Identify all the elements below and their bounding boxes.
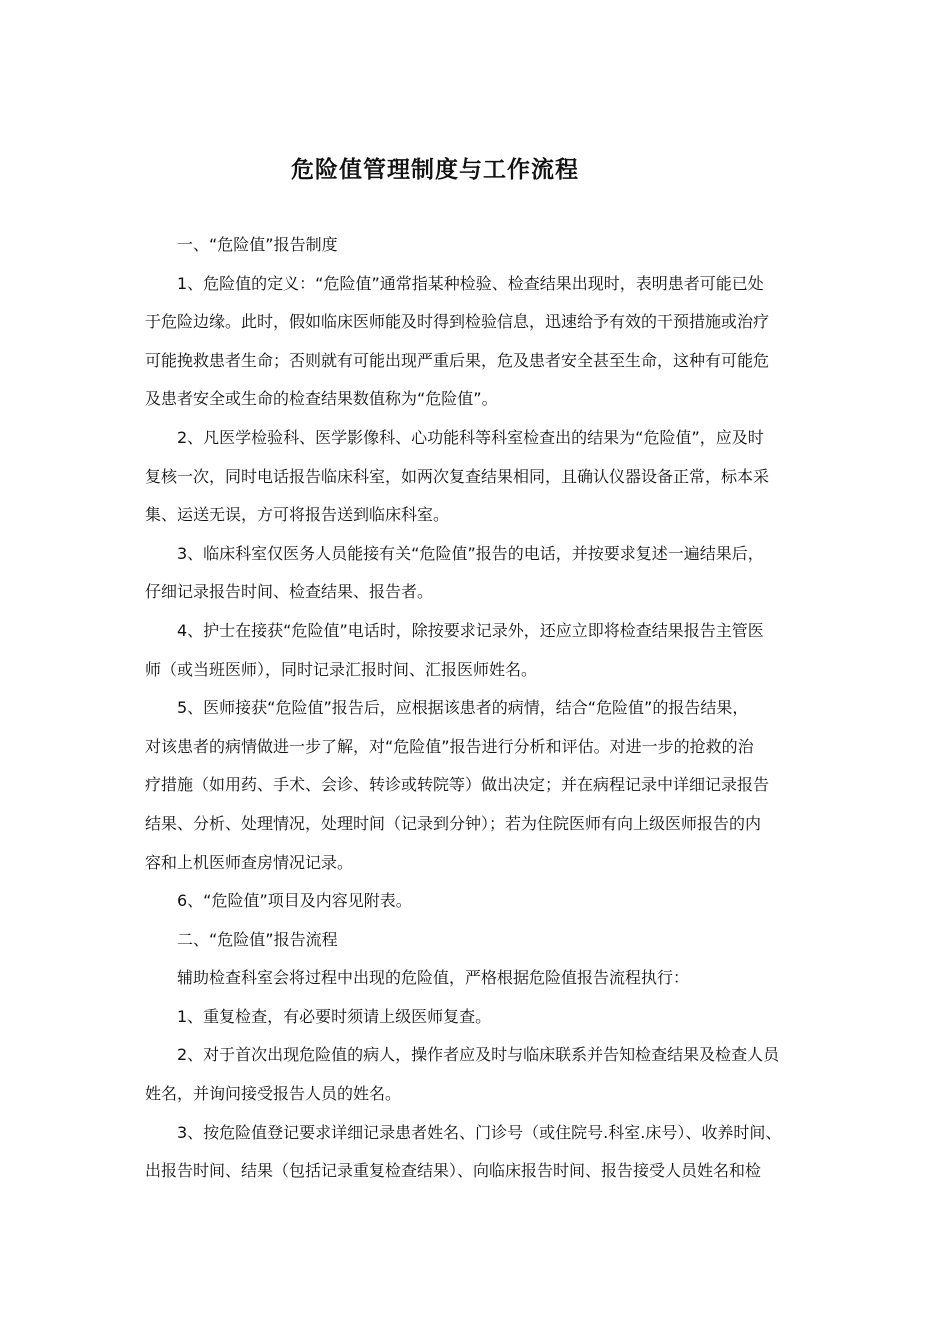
text-line: 2、凡医学检验科、医学影像科、心功能科等科室检查出的结果为“危险值”，应及时 bbox=[177, 427, 764, 447]
text-line: 疗措施（如用药、手术、会诊、转诊或转院等）做出决定；并在病程记录中详细记录报告 bbox=[145, 775, 770, 795]
text-line: 仔细记录报告时间、检查结果、报告者。 bbox=[145, 582, 434, 602]
document-title: 危险值管理制度与工作流程 bbox=[291, 157, 579, 183]
text-line: 一、“危险值”报告制度 bbox=[177, 235, 338, 254]
text-line: 于危险边缘。此时，假如临床医师能及时得到检验信息，迅速给予有效的干预措施或治疗 bbox=[145, 312, 770, 332]
text-line: 对该患者的病情做进一步了解，对“危险值”报告进行分析和评估。对进一步的抢救的治 bbox=[145, 736, 754, 756]
text-line: 5、医师接获“危险值”报告后，应根据该患者的病情，结合“危险值”的报告结果， bbox=[177, 698, 749, 718]
text-line: 2、对于首次出现危险值的病人，操作者应及时与临床联系并告知检查结果及检查人员 bbox=[177, 1045, 780, 1065]
text-line: 复核一次，同时电话报告临床科室，如两次复查结果相同，且确认仪器设备正常，标本采 bbox=[145, 466, 770, 486]
text-line: 师（或当班医师），同时记录汇报时间、汇报医师姓名。 bbox=[145, 659, 538, 679]
text-line: 二、“危险值”报告流程 bbox=[177, 929, 338, 949]
text-line: 1、重复检查，有必要时须请上级医师复查。 bbox=[177, 1006, 492, 1026]
text-line: 可能挽救患者生命；否则就有可能出现严重后果，危及患者安全甚至生命，这种有可能危 bbox=[145, 350, 770, 370]
document-body bbox=[145, 226, 810, 1191]
text-line: 4、护士在接获“危险值”电话时，除按要求记录外，还应立即将检查结果报告主管医 bbox=[177, 620, 764, 640]
text-line: 辅助检查科室会将过程中出现的危险值，严格根据危险值报告流程执行： bbox=[177, 968, 690, 988]
text-line: 3、临床科室仅医务人员能接有关“危险值”报告的电话，并按要求复述一遍结果后， bbox=[177, 543, 764, 563]
text-line: 集、运送无误，方可将报告送到临床科室。 bbox=[145, 505, 450, 525]
text-line: 6、“危险值”项目及内容见附表。 bbox=[177, 891, 412, 911]
text-line: 容和上机医师查房情况记录。 bbox=[145, 852, 354, 872]
text-line: 姓名，并询问接受报告人员的姓名。 bbox=[145, 1084, 402, 1104]
text-line: 结果、分析、处理情况，处理时间（记录到分钟）；若为住院医师有向上级医师报告的内 bbox=[145, 813, 762, 833]
text-line: 1、危险值的定义：“危险值”通常指某种检验、检查结果出现时，表明患者可能已处 bbox=[177, 273, 764, 293]
text-line: 3、按危险值登记要求详细记录患者姓名、门诊号（或住院号.科室.床号）、收养时间、 bbox=[177, 1122, 782, 1142]
text-line: 及患者安全或生命的检查结果数值称为“危险值”。 bbox=[145, 389, 498, 409]
text-line: 出报告时间、结果（包括记录重复检查结果）、向临床报告时间、报告接受人员姓名和检 bbox=[145, 1161, 762, 1181]
